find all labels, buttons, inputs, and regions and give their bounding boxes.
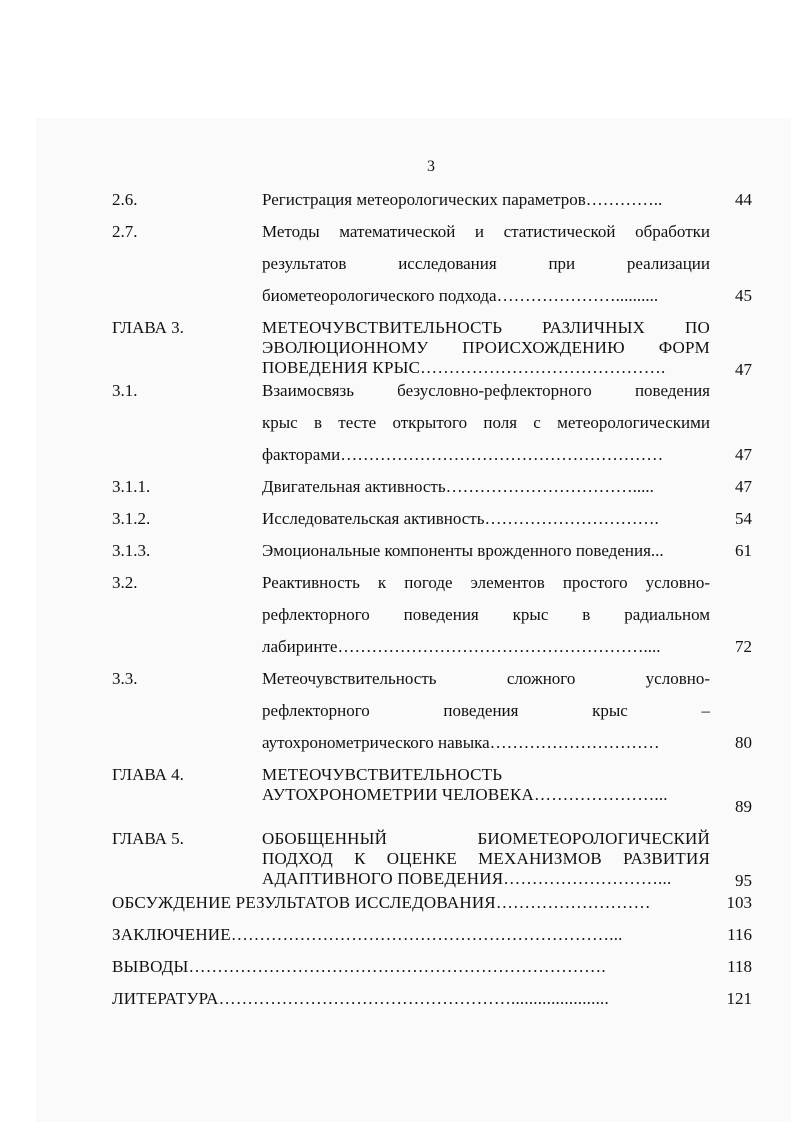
toc-entry-3-2-title-line3: лабиринте……………………………………………….... (262, 637, 661, 656)
toc-entry-2-7-title-line1: Методы математической и статистической обработки (262, 222, 710, 241)
toc-entry-3-3-title-line3: аутохронометрического навыка………………………… (262, 733, 660, 752)
toc-findings-page: 118 (727, 957, 752, 976)
toc-chapter-5-page: 95 (735, 871, 752, 890)
toc-literature-title: ЛИТЕРАТУРА……………………………………………...................... (112, 989, 609, 1008)
toc-chapter-5-title-line1: ОБОБЩЕННЫЙ БИОМЕТЕОРОЛОГИЧЕСКИЙ (262, 829, 710, 848)
toc-chapter-4-title-line2: АУТОХРОНОМЕТРИИ ЧЕЛОВЕКА…………………... (262, 785, 668, 804)
toc-chapter-5-title-line2: ПОДХОД К ОЦЕНКЕ МЕХАНИЗМОВ РАЗВИТИЯ (262, 849, 710, 868)
toc-discussion-page: 103 (726, 893, 752, 912)
toc-chapter-4-number: ГЛАВА 4. (112, 765, 184, 784)
toc-entry-3-2-title-line2: рефлекторного поведения крыс в радиальном (262, 605, 710, 624)
toc-chapter-3-title-line1: МЕТЕОЧУВСТВИТЕЛЬНОСТЬ РАЗЛИЧНЫХ ПО (262, 318, 710, 337)
toc-entry-2-6-number: 2.6. (112, 190, 138, 209)
toc-chapter-3-number: ГЛАВА 3. (112, 318, 184, 337)
toc-entry-2-7-number: 2.7. (112, 222, 138, 241)
toc-chapter-5-number: ГЛАВА 5. (112, 829, 184, 848)
toc-entry-2-7-page: 45 (735, 286, 752, 305)
toc-entry-3-3-title-line1: Метеочувствительность сложного условно- (262, 669, 710, 688)
toc-entry-3-2-number: 3.2. (112, 573, 138, 592)
toc-entry-3-1-3-number: 3.1.3. (112, 541, 151, 560)
toc-entry-3-1-1-page: 47 (735, 477, 752, 496)
toc-entry-2-7-title-line2: результатов исследования при реализации (262, 254, 710, 273)
toc-chapter-3-title-line2: ЭВОЛЮЦИОННОМУ ПРОИСХОЖДЕНИЮ ФОРМ (262, 338, 710, 357)
toc-chapter-5-title-line3: АДАПТИВНОГО ПОВЕДЕНИЯ………………………... (262, 869, 672, 888)
toc-entry-3-1-2-page: 54 (735, 509, 752, 528)
toc-entry-3-3-title-line2: рефлекторного поведения крыс – (262, 701, 710, 720)
toc-literature-page: 121 (726, 989, 752, 1008)
toc-entry-3-1-3-title: Эмоциональные компоненты врожденного поведения... (262, 541, 664, 560)
toc-entry-3-1-title-line3: факторами………………………………………………… (262, 445, 664, 464)
toc-conclusion-page: 116 (727, 925, 752, 944)
toc-entry-3-3-number: 3.3. (112, 669, 138, 688)
toc-entry-3-1-title-line2: крыс в тесте открытого поля с метеорологическими (262, 413, 710, 432)
page-number: 3 (427, 158, 435, 175)
toc-chapter-3-title-line3: ПОВЕДЕНИЯ КРЫС……………………………………. (262, 358, 666, 377)
toc-entry-3-1-title-line1: Взаимосвязь безусловно-рефлекторного поведения (262, 381, 710, 400)
toc-entry-3-1-1-title: Двигательная активность……………………………..... (262, 477, 654, 496)
toc-entry-3-3-page: 80 (735, 733, 752, 752)
toc-entry-3-2-title-line1: Реактивность к погоде элементов простого условно- (262, 573, 710, 592)
toc-entry-2-6-title: Регистрация метеорологических параметров………….. (262, 190, 663, 209)
toc-entry-3-1-page: 47 (735, 445, 752, 464)
toc-entry-3-1-2-title: Исследовательская активность…………………………. (262, 509, 659, 528)
toc-entry-3-1-2-number: 3.1.2. (112, 509, 151, 528)
toc-discussion-title: ОБСУЖДЕНИЕ РЕЗУЛЬТАТОВ ИССЛЕДОВАНИЯ……………………… (112, 893, 651, 912)
toc-chapter-4-page: 89 (735, 797, 752, 816)
toc-entry-3-1-number: 3.1. (112, 381, 138, 400)
toc-entry-2-6-page: 44 (735, 190, 752, 209)
toc-entry-3-1-3-page: 61 (735, 541, 752, 560)
toc-chapter-4-title-line1: МЕТЕОЧУВСТВИТЕЛЬНОСТЬ (262, 765, 503, 784)
toc-chapter-3-page: 47 (735, 360, 752, 379)
toc-entry-2-7-title-line3: биометеорологического подхода………………….......... (262, 286, 659, 305)
toc-findings-title: ВЫВОДЫ………………………………………………………………. (112, 957, 606, 976)
toc-entry-3-1-1-number: 3.1.1. (112, 477, 151, 496)
toc-conclusion-title: ЗАКЛЮЧЕНИЕ…………………………………………………………... (112, 925, 623, 944)
toc-entry-3-2-page: 72 (735, 637, 752, 656)
